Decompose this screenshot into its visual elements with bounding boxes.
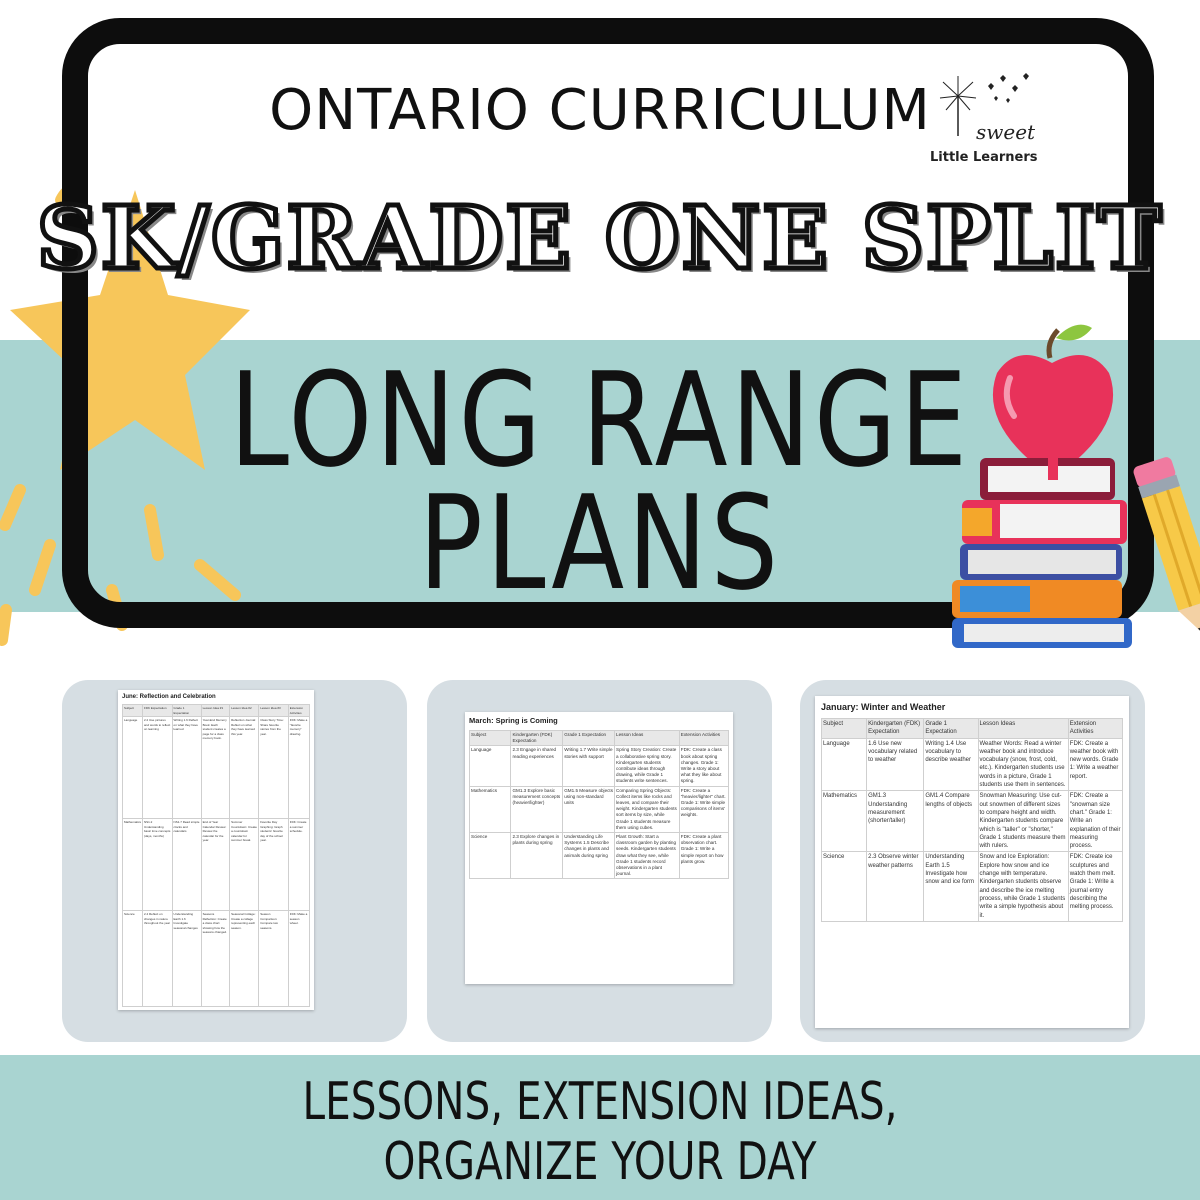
table-cell: FDK: Create a summer schedule. [288,819,309,911]
col-header: Extension Activities [679,731,728,746]
table-cell: 2.3 Explore changes in plants during spring [511,833,563,879]
table-cell: Writing 1.7 Write simple stories with support [563,746,615,786]
table-cell: Language [123,717,143,819]
table-cell: Favorite Day Graphing: Graph students' favorite day of the school year. [259,819,289,911]
table-cell: GM1.4 Compare lengths of objects [924,791,978,852]
table-cell: Science [123,911,143,1007]
table-cell: FDK: Create a plant observation chart. Grade 1: Write a simple report on how plants grow. [679,833,728,879]
table-cell: Seasons Reflection: Create a class chart showing how the seasons changed. [201,911,229,1007]
table-header-row [470,731,729,746]
col-header: Lesson Idea #2 [230,705,259,717]
col-header: Subject [822,719,867,739]
table-cell: Weather Words: Read a winter weather book and introduce vocabulary (snow, frost, cold, etc.). Kindergarten students use words in a picture, Grade 1 students use them in sentences. [978,738,1068,791]
table-cell: Snowman Measuring: Use cut-out snowmen of different sizes to compare height and width. Kindergarten students compare which is "taller" or "shorter," Grade 1 students measure them with rulers. [978,791,1068,852]
books-apple-pencil-icon [940,318,1200,650]
table-cell: FDK: Create ice sculptures and watch them melt. Grade 1: Write a journal entry describing the melting process. [1068,852,1122,921]
table-row [123,819,310,911]
footer-line2: ORGANIZE YOUR DAY [383,1132,817,1192]
col-header: Kindergarten (FDK) Expectation [867,719,924,739]
table-cell: NS1.7 Read simple clocks and calendars [172,819,201,911]
table-cell: FDK: Create a "heavier/lighter" chart. Grade 1: Write simple comparisons of items' weights. [679,786,728,832]
table-cell: Mathematics [123,819,143,911]
table-cell: 2.3 Observe winter weather patterns [867,852,924,921]
footer-line1: LESSONS, EXTENSION IDEAS, [302,1072,898,1132]
plan-table [821,718,1123,922]
table-cell: Spring Story Creation: Create a collaborative spring story. Kindergarten students contribute ideas through drawing, while Grade 1 students write sentences. [615,746,680,786]
table-cell: Writing 1.6 Reflect on what they have learned [172,717,201,819]
table-cell: FDK: Create a weather book with new words. Grade 1: Write a weather report. [1068,738,1122,791]
table-row [470,833,729,879]
col-header: Lesson Idea #3 [259,705,289,717]
table-cell: Seasonal Collage: Create a collage representing each season. [230,911,259,1007]
table-cell: FDK: Create a "snowman size chart." Grade 1: Write an explanation of their measuring process. [1068,791,1122,852]
sheet-title: March: Spring is Coming [469,716,558,725]
table-cell: Class Story Time: Share favorite stories from the year. [259,717,289,819]
col-header: Subject [470,731,511,746]
table-cell: FDK: Create a class book about spring changes. Grade 1: Write a story about what they like about spring. [679,746,728,786]
table-cell: Mathematics [822,791,867,852]
table-cell: Language [822,738,867,791]
preview-sheet-january [815,696,1129,1028]
table-cell: Writing 1.4 Use vocabulary to describe weather [924,738,978,791]
table-cell: Understanding Earth 1.5 Investigate how snow and ice form [924,852,978,921]
plan-table [122,704,310,1007]
col-header: Grade 1 Expectation [924,719,978,739]
table-cell: Science [470,833,511,879]
col-header: Subject [123,705,143,717]
table-cell: Year-End Memory Book: Each student creates a page for a class memory book. [201,717,229,819]
table-cell: 1.6 Use new vocabulary related to weather [867,738,924,791]
table-row [123,911,310,1007]
table-row [822,738,1123,791]
table-cell: Science [822,852,867,921]
col-header: Kindergarten (FDK) Expectation [511,731,563,746]
col-header: Extension Activities [288,705,309,717]
sheet-title: June: Reflection and Celebration [122,694,216,700]
table-cell: Season Comparison: Compare two seasons. [259,911,289,1007]
col-header: FDK Expectation [143,705,173,717]
main-title-line2: PLANS [418,467,782,619]
preview-sheet-june [118,690,314,1010]
table-cell: NS1.2 Understanding basic time concepts (days, months) [143,819,173,911]
table-cell: Comparing Spring Objects: Collect items like rocks and leaves, and compare their weight. Kindergarten students sort items by size, while Grade 1 students measure them using cubes. [615,786,680,832]
col-header: Grade 1 Expectation [172,705,201,717]
table-row [822,791,1123,852]
table-cell: Language [470,746,511,786]
col-header: Lesson Ideas [615,731,680,746]
table-cell: End of Year Calendar Review: Review the calendar for the year. [201,819,229,911]
table-cell: 2.2 Use pictures and words to reflect on learning [143,717,173,819]
preview-sheet-march [465,712,733,984]
col-header: Lesson Idea #1 [201,705,229,717]
table-row [470,786,729,832]
col-header: Lesson Ideas [978,719,1068,739]
table-cell: Plant Growth: Start a classroom garden by planting seeds. Kindergarten students draw what they see, while Grade 1 students record observations in a plant journal. [615,833,680,879]
table-cell: GM1.5 Measure objects using non-standard units [563,786,615,832]
sheet-title: January: Winter and Weather [821,702,946,712]
table-header-row [822,719,1123,739]
table-cell: GM1.3 Understanding measurement (shorter/taller) [867,791,924,852]
logo-text-top: sweet [976,120,1036,144]
table-cell: 2.3 Engage in shared reading experiences [511,746,563,786]
table-cell: Understanding Life Systems 1.5 Describe changes in plants and animals during spring [563,833,615,879]
brand-logo [928,68,1038,178]
col-header: Extension Activities [1068,719,1122,739]
plan-table [469,730,729,879]
main-title-line1: LONG RANGE [229,344,971,496]
table-cell: FDK: Make a season wheel. [288,911,309,1007]
table-cell: Reflection Journal: Reflect on what they have learned this year. [230,717,259,819]
table-cell: Understanding Earth 1.6 Investigate seasonal changes [172,911,201,1007]
grade-title: SK/GRADE ONE SPLIT [36,188,1164,289]
table-row [470,746,729,786]
logo-text-bottom: Little Learners [930,150,1038,165]
table-cell: Summer Countdown: Create a countdown calendar for summer break. [230,819,259,911]
curriculum-title: ONTARIO CURRICULUM [269,78,931,143]
table-header-row [123,705,310,717]
table-cell: Mathematics [470,786,511,832]
table-cell: FDK: Make a "favorite memory" drawing. [288,717,309,819]
table-cell: GM1.3 Explore basic measurement concepts (heavier/lighter) [511,786,563,832]
table-cell: 2.4 Reflect on changes in nature throughout the year [143,911,173,1007]
table-row [822,852,1123,921]
col-header: Grade 1 Expectation [563,731,615,746]
table-row [123,717,310,819]
table-cell: Snow and Ice Exploration: Explore how snow and ice change with temperature. Kindergarten students observe and describe the ice melting process, while Grade 1 students write a simple hypothesis about it. [978,852,1068,921]
